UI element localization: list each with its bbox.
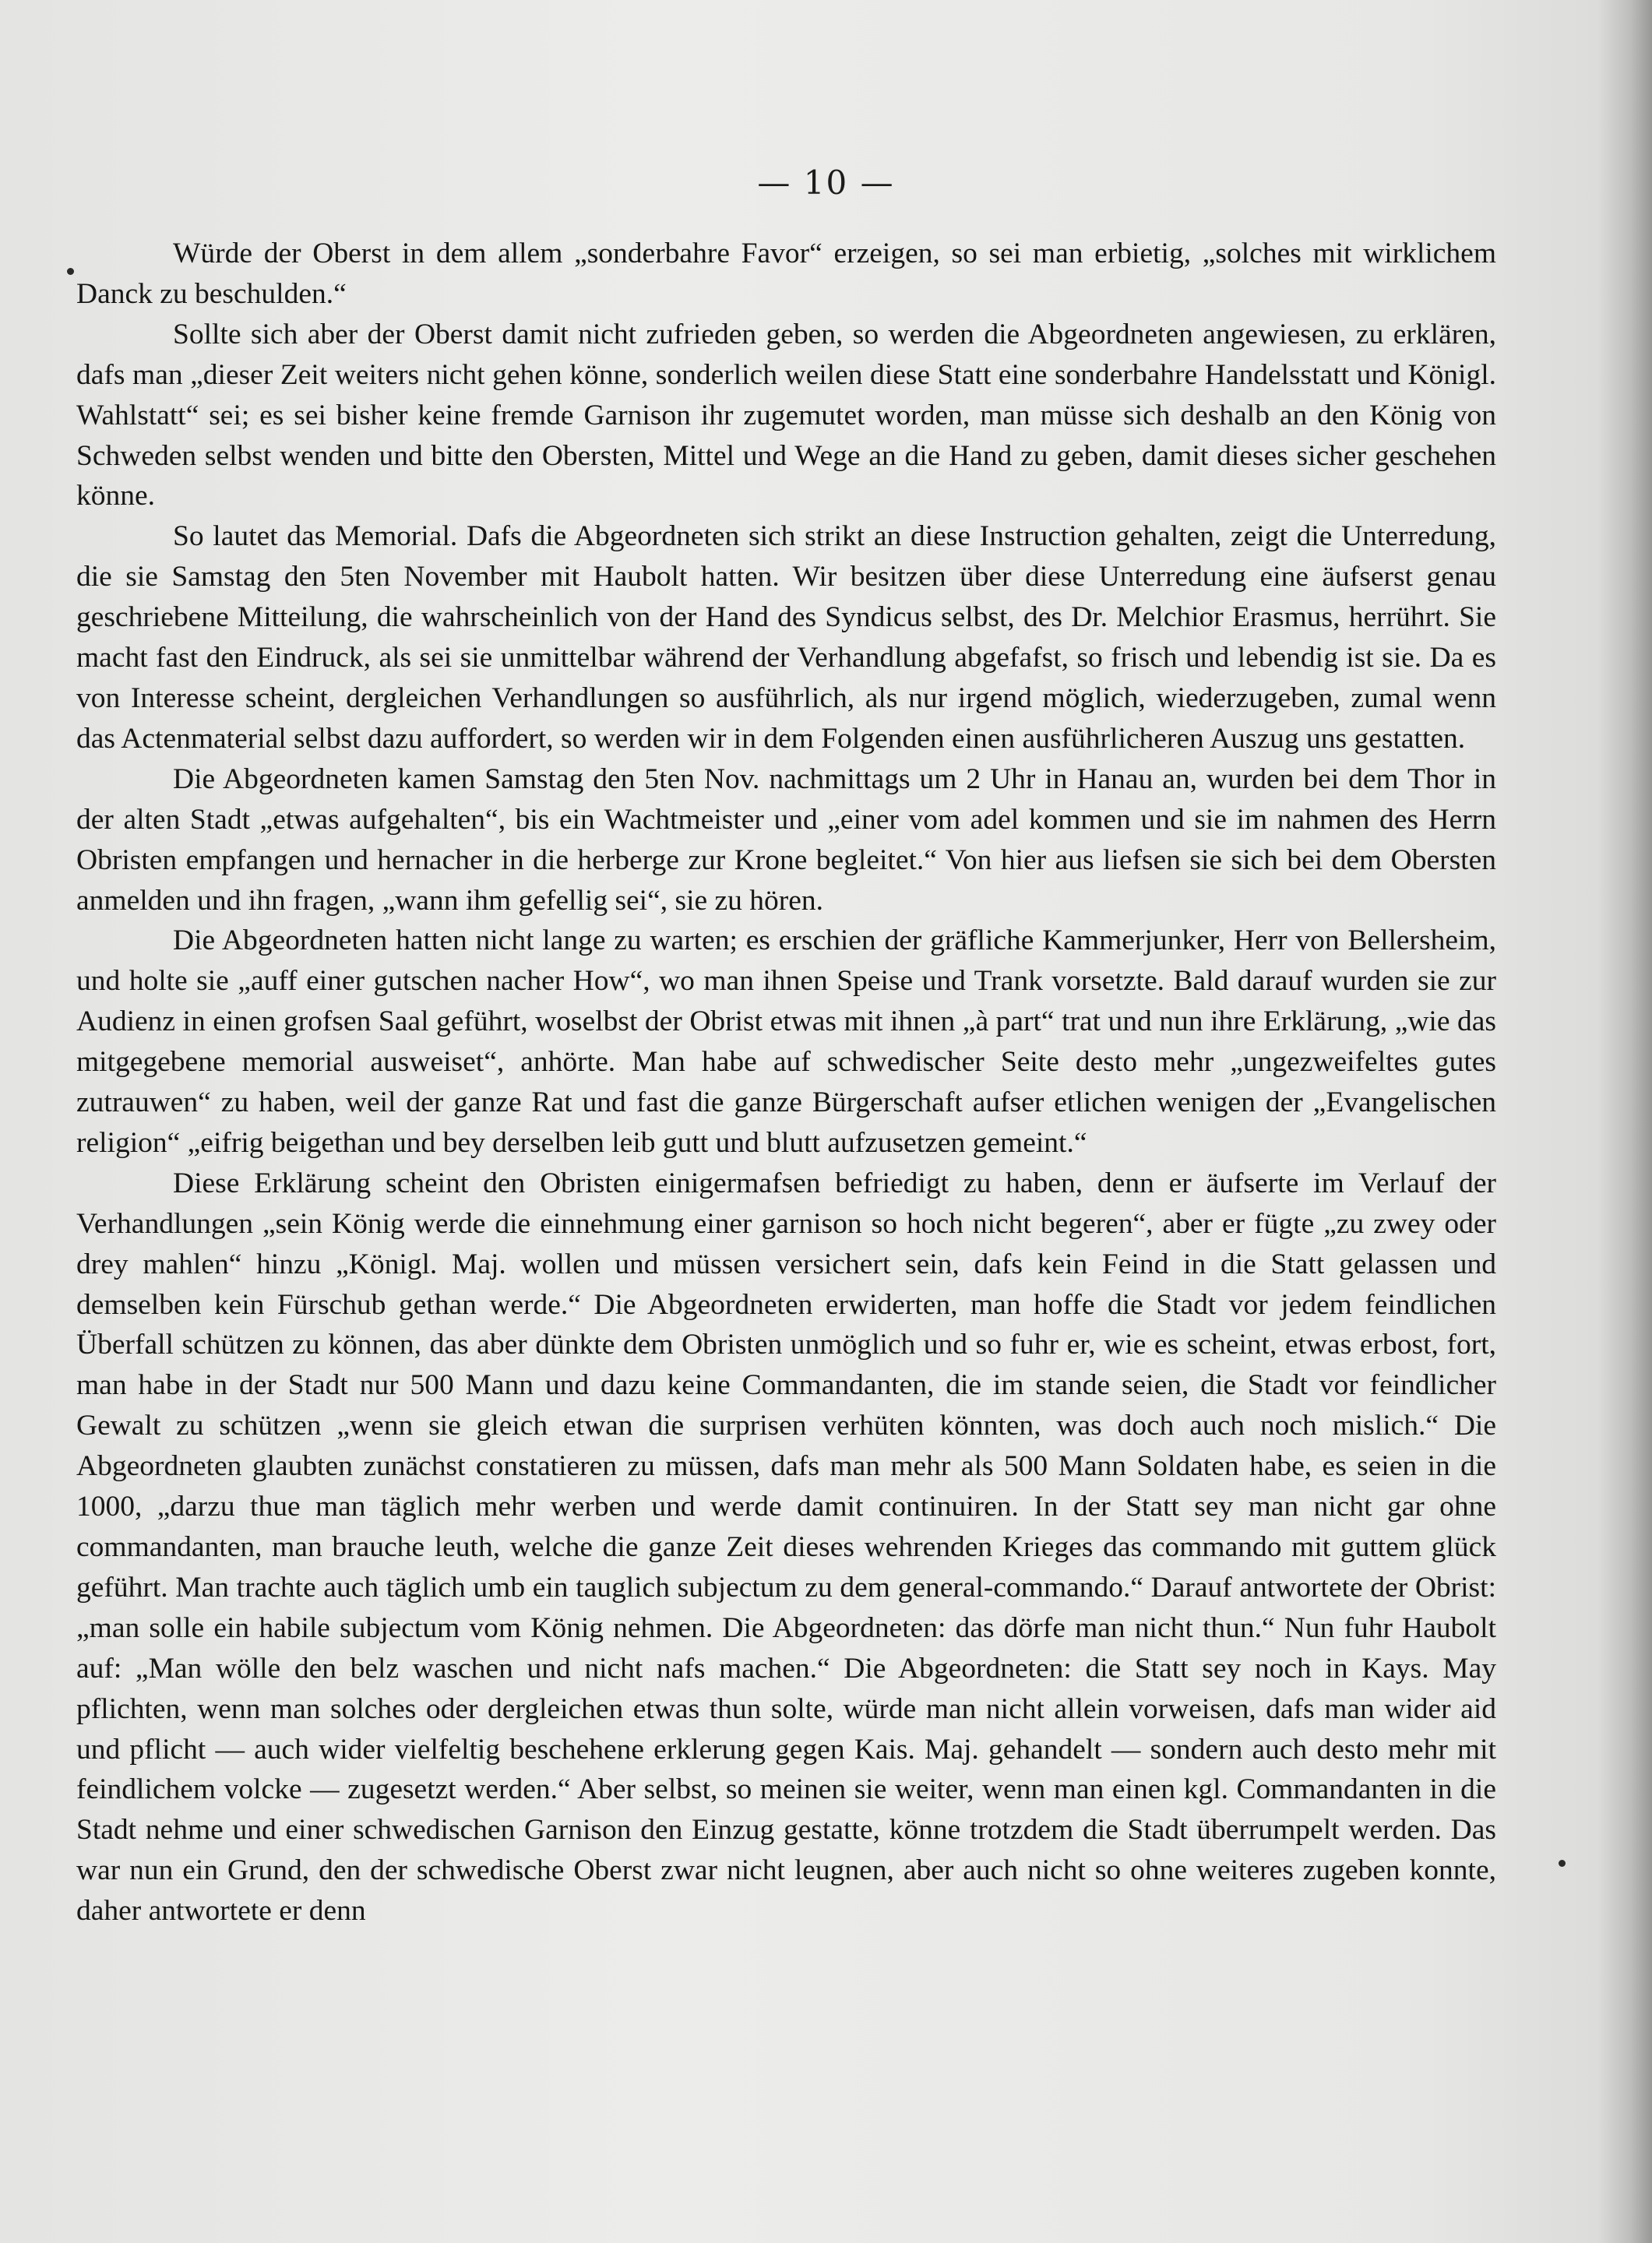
ink-speck [67, 268, 74, 275]
paragraph: So lautet das Memorial. Dafs die Abgeordneten sich strikt an diese Instruction gehalten, zeigt die Unterredung, die sie Samstag den 5ten November mit Haubolt hatten. Wir besitzen über diese Unterredung eine äufserst genau geschriebene Mitteilung, die wahrscheinlich von der Hand des Syndicus selbst, des Dr. Melchior Erasmus, herrührt. Sie macht fast den Eindruck, als sei sie unmittelbar während der Verhandlung abgefafst, so frisch und lebendig ist sie. Da es von Interesse scheint, dergleichen Verhandlungen so ausführlich, als nur irgend möglich, wiederzugeben, zumal wenn das Actenmaterial selbst dazu auffordert, so werden wir in dem Folgenden einen ausführlicheren Auszug uns gestatten. [76, 520, 1496, 755]
paragraph: Würde der Oberst in dem allem „sonderbahre Favor“ erzeigen, so sei man erbietig, „solches mit wirklichem Danck zu beschulden.“ [76, 238, 1496, 310]
paragraph: Diese Erklärung scheint den Obristen einigermafsen befriedigt zu haben, denn er äufserte im Verlauf der Verhandlungen „sein König werde die einnehmung einer garnison so hoch nicht begeren“, aber er fügte „zu zwey oder drey mahlen“ hinzu „Königl. Maj. wollen und müssen versichert sein, dafs kein Feind in die Statt gelassen und demselben kein Fürschub gethan werde.“ Die Abgeordneten erwiderten, man hoffe die Stadt vor jedem feindlichen Überfall schützen zu können, das aber dünkte dem Obristen unmöglich und so fuhr er, wie es scheint, etwas erbost, fort, man habe in der Stadt nur 500 Mann und dazu keine Commandanten, die im stande seien, die Stadt vor feindlicher Gewalt zu schützen „wenn sie gleich etwan die surprisen verhüten könnten, was doch auch noch mislich.“ Die Abgeordneten glaubten zunächst constatieren zu müssen, dafs man mehr als 500 Mann Soldaten habe, es seien in die 1000, „darzu thue man täglich mehr werben und werde damit continuiren. In der Statt sey man nicht gar ohne commandanten, man brauche leuth, welche die ganze Zeit dieses wehrenden Krieges das commando mit guttem glück geführt. Man trachte auch täglich umb ein tauglich subjectum zu dem general-commando.“ Darauf antwortete der Obrist: „man solle ein habile subjectum vom König nehmen. Die Abgeordneten: das dörfe man nicht thun.“ Nun fuhr Haubolt auf: „Man wölle den belz waschen und nicht nafs machen.“ Die Abgeordneten: die Statt sey noch in Kays. May pflichten, wenn man solches oder dergleichen etwas thun solte, würde man nicht allein vorweisen, dafs man wider aid und pflicht — auch wider vielfeltig beschehene erklerung gegen Kais. Maj. gehandelt — sondern auch desto mehr mit feindlichem volcke — zugesetzt werden.“ Aber selbst, so meinen sie weiter, wenn man einen kgl. Commandanten in die Stadt nehme und einer schwedischen Garnison den Einzug gestatte, könne trotzdem die Stadt überrumpelt werden. Das war nun ein Grund, den der schwedische Oberst zwar nicht leugnen, aber auch nicht so ohne weiteres zugeben konnte, daher antwortete er denn [76, 1167, 1496, 1928]
ink-speck [1559, 1860, 1566, 1867]
paragraph: Die Abgeordneten kamen Samstag den 5ten Nov. nachmittags um 2 Uhr in Hanau an, wurden bei dem Thor in der alten Stadt „etwas aufgehalten“, bis ein Wachtmeister und „einer vom adel kommen und sie im nahmen des Herrn Obristen empfangen und hernacher in die herberge zur Krone begleitet.“ Von hier aus liefsen sie sich bei dem Obersten anmelden und ihn fragen, „wann ihm gefellig sei“, sie zu hören. [76, 762, 1496, 917]
page-edge-shadow [1597, 0, 1652, 2243]
page-number: — 10 — [757, 164, 895, 202]
body-text [76, 234, 1496, 1931]
paragraph: Sollte sich aber der Oberst damit nicht zufrieden geben, so werden die Abgeordneten angewiesen, zu erklären, dafs man „dieser Zeit weiters nicht gehen könne, sonderlich weilen diese Statt eine sonderbahre Handelsstatt und Königl. Wahlstatt“ sei; es sei bisher keine fremde Garnison ihr zugemutet worden, man müsse sich deshalb an den König von Schweden selbst wenden und bitte den Obersten, Mittel und Wege an die Hand zu geben, damit dieses sicher geschehen könne. [76, 318, 1496, 512]
paragraph: Die Abgeordneten hatten nicht lange zu warten; es erschien der gräfliche Kammerjunker, Herr von Bellersheim, und holte sie „auff einer gutschen nacher How“, wo man ihnen Speise und Trank vorsetzte. Bald darauf wurden sie zur Audienz in einen grofsen Saal geführt, woselbst der Obrist etwas mit ihnen „à part“ trat und nun ihre Erklärung, „wie das mitgegebene memorial ausweiset“, anhörte. Man habe auf schwedischer Seite desto mehr „ungezweifeltes gutes zutrauwen“ zu haben, weil der ganze Rat und fast die ganze Bürgerschaft aufser etlichen wenigen der „Evangelischen religion“ „eifrig beigethan und bey derselben leib gutt und blutt aufzusetzen gemeint.“ [76, 924, 1496, 1159]
